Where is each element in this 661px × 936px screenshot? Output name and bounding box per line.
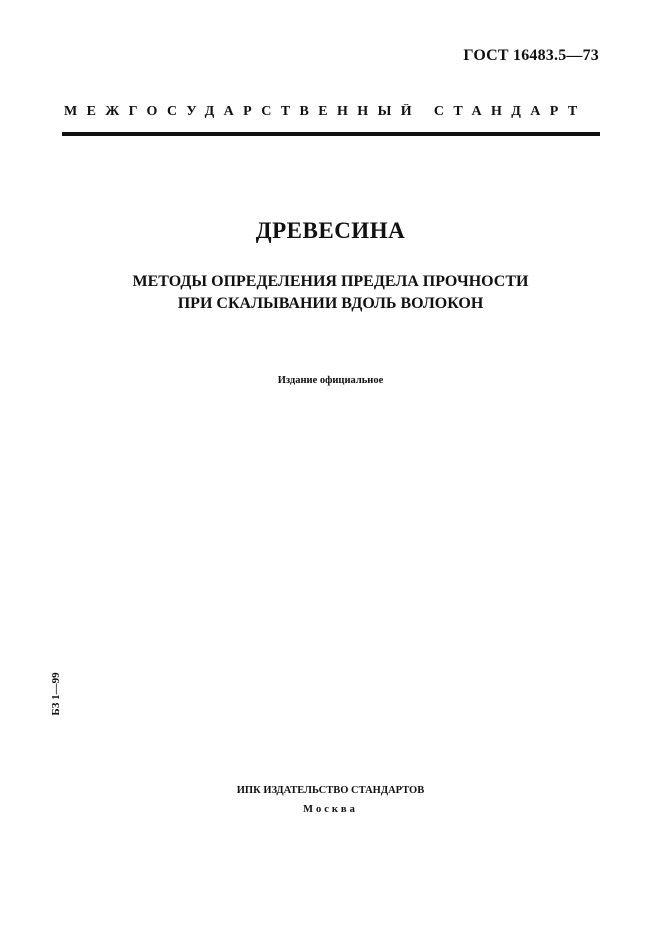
document-title: ДРЕВЕСИНА: [255, 218, 406, 243]
publisher-name: ИПК ИЗДАТЕЛЬСТВО СТАНДАРТОВ: [236, 785, 425, 796]
document-subtitle: [0, 271, 661, 315]
publisher-city: Москва: [303, 804, 358, 815]
standard-type-heading: МЕЖГОСУДАРСТВЕННЫЙ СТАНДАРТ: [64, 104, 587, 119]
header-divider: [62, 132, 600, 136]
subtitle-line-2: ПРИ СКАЛЫВАНИИ ВДОЛЬ ВОЛОКОН: [177, 295, 484, 312]
side-catalog-code: БЗ 1—99: [50, 672, 62, 716]
gost-designation: ГОСТ 16483.5—73: [463, 47, 599, 64]
subtitle-line-1: МЕТОДЫ ОПРЕДЕЛЕНИЯ ПРЕДЕЛА ПРОЧНОСТИ: [132, 273, 529, 290]
edition-label: Издание официальное: [277, 375, 384, 386]
